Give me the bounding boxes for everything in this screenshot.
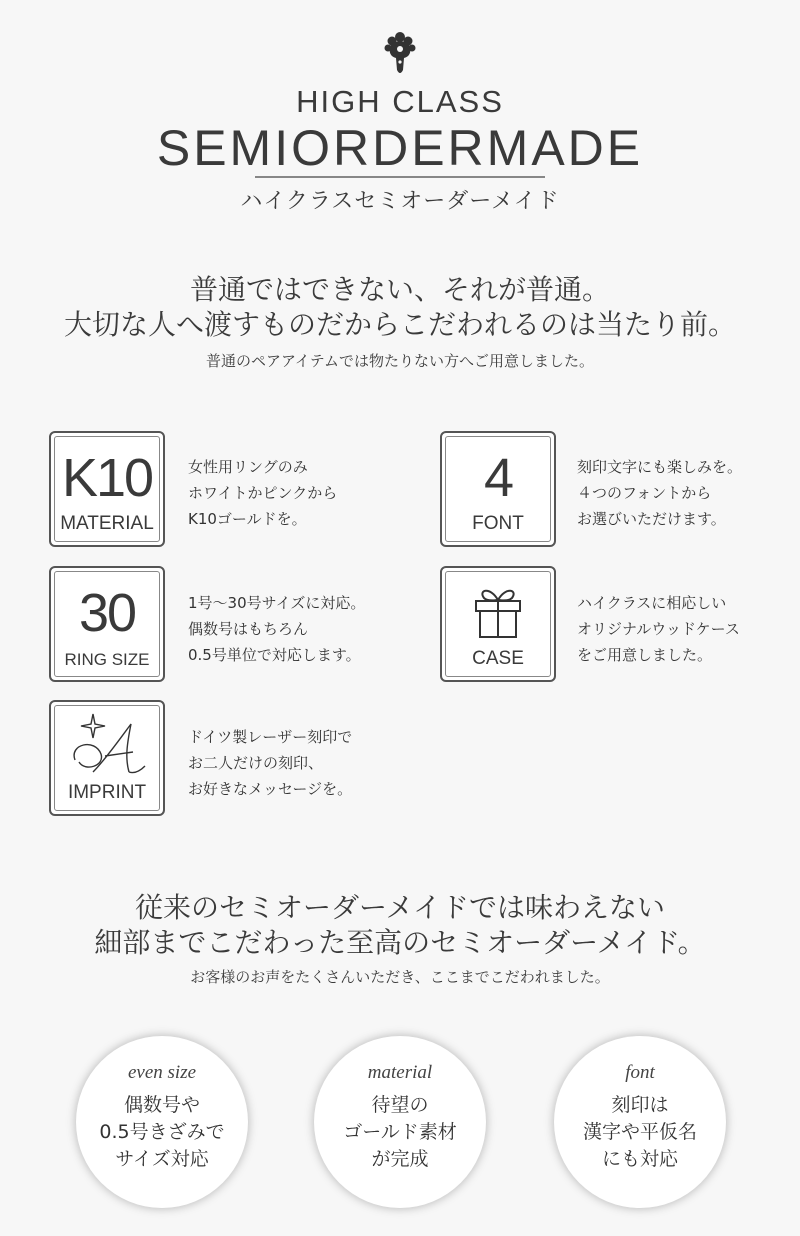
feature-font-desc: 刻印文字にも楽しみを。 ４つのフォントから お選びいただけます。: [577, 458, 743, 528]
feature-material-desc: 女性用リングのみ ホワイトかピンクから K10ゴールドを。: [188, 458, 338, 528]
feature-material-label: MATERIAL: [60, 513, 154, 534]
circle-body: 待望の ゴールド素材 が完成: [343, 1094, 457, 1170]
feature-imprint-badge: [49, 700, 165, 816]
section2-subline: お客様のお声をたくさんいただき、ここまでこだわれました。: [190, 968, 610, 986]
feature-material-value: K10: [61, 448, 153, 508]
script-a-sparkle-icon: [65, 710, 149, 780]
circle-body: 刻印は 漢字や平仮名 にも対応: [582, 1094, 697, 1170]
circle-body: 偶数号や 0.5号きざみで サイズ対応: [99, 1094, 225, 1170]
intro-subline: 普通のペアアイテムでは物たりない方へご用意しました。: [206, 352, 594, 370]
brand-kana: ハイクラスセミオーダーメイド: [240, 189, 560, 214]
brand-divider: [255, 176, 545, 178]
feature-imprint-desc: ドイツ製レーザー刻印で お二人だけの刻印、 お好きなメッセージを。: [188, 728, 353, 798]
feature-case-badge: [440, 566, 556, 682]
feature-font-label: FONT: [472, 513, 524, 534]
feature-material-badge: [49, 431, 165, 547]
intro-headline-1: 普通ではできない、それが普通。: [189, 273, 610, 306]
section2-headline-1: 従来のセミオーダーメイドでは味わえない: [134, 891, 666, 924]
brand-title: SEMIORDERMADE: [156, 120, 644, 176]
feature-font-badge: [440, 431, 556, 547]
circle-title: even size: [127, 1062, 197, 1083]
feature-case-label: CASE: [472, 648, 524, 669]
intro-headline-2: 大切な人へ渡すものだからこだわれるのは当たり前。: [63, 308, 736, 341]
section2-headline-2: 細部までこだわった至高のセミオーダーメイド。: [94, 926, 706, 959]
highlight-circle-even-size: [76, 1036, 248, 1208]
feature-ringsize-value: 30: [78, 583, 136, 643]
fleur-ornament-icon: [382, 28, 418, 78]
circle-title: font: [625, 1062, 655, 1083]
highlight-circle-material: [314, 1036, 486, 1208]
feature-imprint-label: IMPRINT: [67, 782, 147, 803]
feature-ringsize-desc: 1号〜30号サイズに対応。 偶数号はもちろん 0.5号単位で対応します。: [188, 594, 366, 664]
brand-subtitle: HIGH CLASS: [296, 84, 504, 119]
feature-ringsize-badge: [49, 566, 165, 682]
feature-ringsize-label: RING SIZE: [64, 650, 150, 669]
circle-title: material: [367, 1062, 433, 1083]
feature-font-value: 4: [483, 448, 513, 508]
gift-box-icon: [472, 584, 524, 640]
feature-case-desc: ハイクラスに相応しい オリジナルウッドケース をご用意しました。: [577, 594, 740, 664]
highlight-circle-font: [554, 1036, 726, 1208]
